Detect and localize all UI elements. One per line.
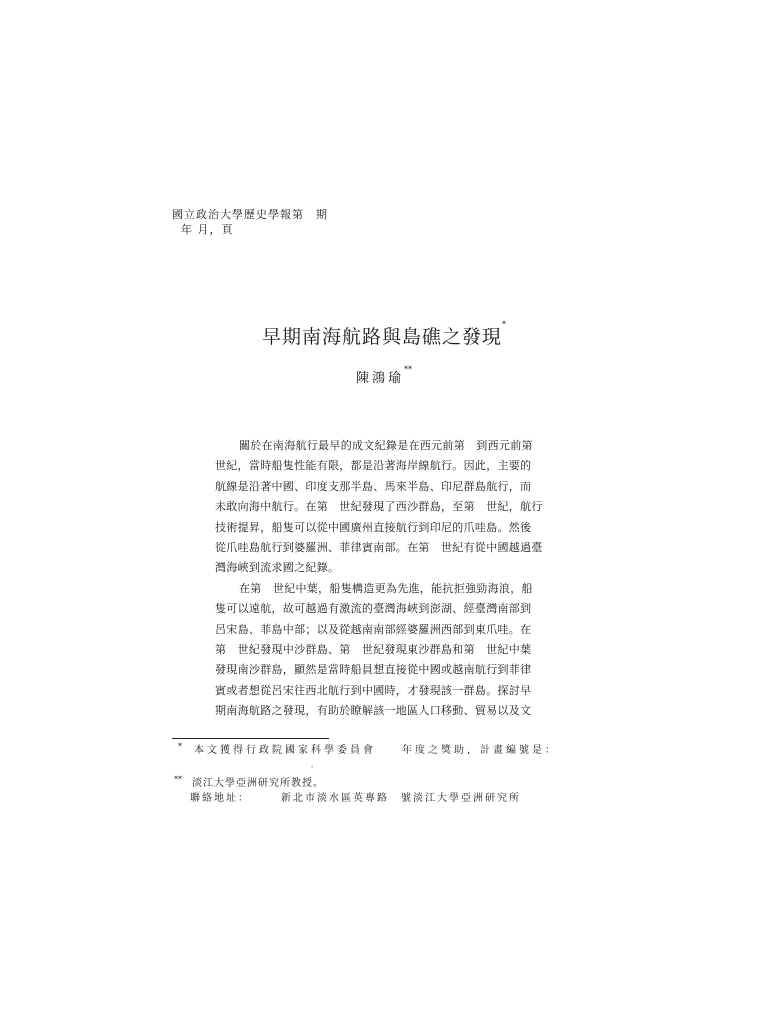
body-line: 呂宋島、菲島中部；以及從越南南部經婆羅洲西部到東爪哇。在 <box>215 622 532 636</box>
article-body <box>215 436 558 722</box>
body-line: 期南海航路之發現，有助於瞭解該一地區人口移動、貿易以及文 <box>215 704 532 718</box>
journal-header <box>172 207 328 237</box>
body-line: 第 世紀發現中沙群島、第 世紀發現東沙群島和第 世紀中葉 <box>215 643 532 657</box>
body-line: 未敢向海中航行。在第 世紀發現了西沙群島，至第 世紀，航行 <box>215 500 543 514</box>
footnotes <box>172 744 602 805</box>
article-title <box>0 322 768 349</box>
author-footnote-mark: ** <box>404 365 412 374</box>
body-line: 世紀，當時船隻性能有限，都是沿著海岸線航行。因此，主要的 <box>215 459 532 473</box>
journal-date-line: 年 月，頁 <box>181 223 234 236</box>
title-footnote-mark: * <box>502 320 506 329</box>
footnote-1 <box>172 742 602 769</box>
body-line: 關於在南海航行最早的成文紀錄是在西元前第 到西元前第 <box>239 439 533 452</box>
author-name: 陳鴻瑜 <box>355 371 404 386</box>
article-title-text: 早期南海航路與島礁之發現 <box>261 326 502 348</box>
footnote-divider <box>172 738 329 739</box>
footnote-1-text: 本文獲得行政院國家科學委員會 年度之獎助，計畫編號是： <box>194 745 558 756</box>
footnote-1-mark: * <box>178 742 182 751</box>
footnote-2-address: 聯絡地址： 新北市淡水區英專路 號淡江大學亞洲研究所 <box>190 793 521 804</box>
body-line: 隻可以遠航，故可越過有激流的臺灣海峽到澎湖、經臺灣南部到 <box>215 602 532 616</box>
body-line: 灣海峽到流求國之紀錄。 <box>215 561 340 575</box>
footnote-2 <box>172 777 602 805</box>
body-line: 從爪哇島航行到婆羅洲、菲律賓南部。在第 世紀有從中國越過臺 <box>215 541 543 555</box>
footnote-2-mark: ** <box>174 775 182 784</box>
body-line: 發現南沙群島，顯然是當時船員想直接從中國或越南航行到菲律 <box>215 663 532 677</box>
body-line: 在第 世紀中葉，船隻構造更為先進，能抗拒強勁海浪，船 <box>239 581 533 595</box>
body-line: 航線是沿著中國、印度支那半島、馬來半島、印尼群島航行，而 <box>215 479 532 493</box>
body-line: 賓或者想從呂宋往西北航行到中國時，才發現該一群島。探討早 <box>215 683 532 697</box>
article-author <box>0 367 768 386</box>
body-paragraph <box>215 579 558 722</box>
footnote-2-text: 淡江大學亞洲研究所教授。 <box>192 778 324 789</box>
journal-name-line: 國立政治大學歷史學報第 期 <box>172 208 328 221</box>
footnote-1-tail: 。 <box>311 762 318 769</box>
body-paragraph <box>215 436 558 579</box>
body-line: 技術提昇，船隻可以從中國廣州直接航行到印尼的爪哇島。然後 <box>215 520 532 534</box>
